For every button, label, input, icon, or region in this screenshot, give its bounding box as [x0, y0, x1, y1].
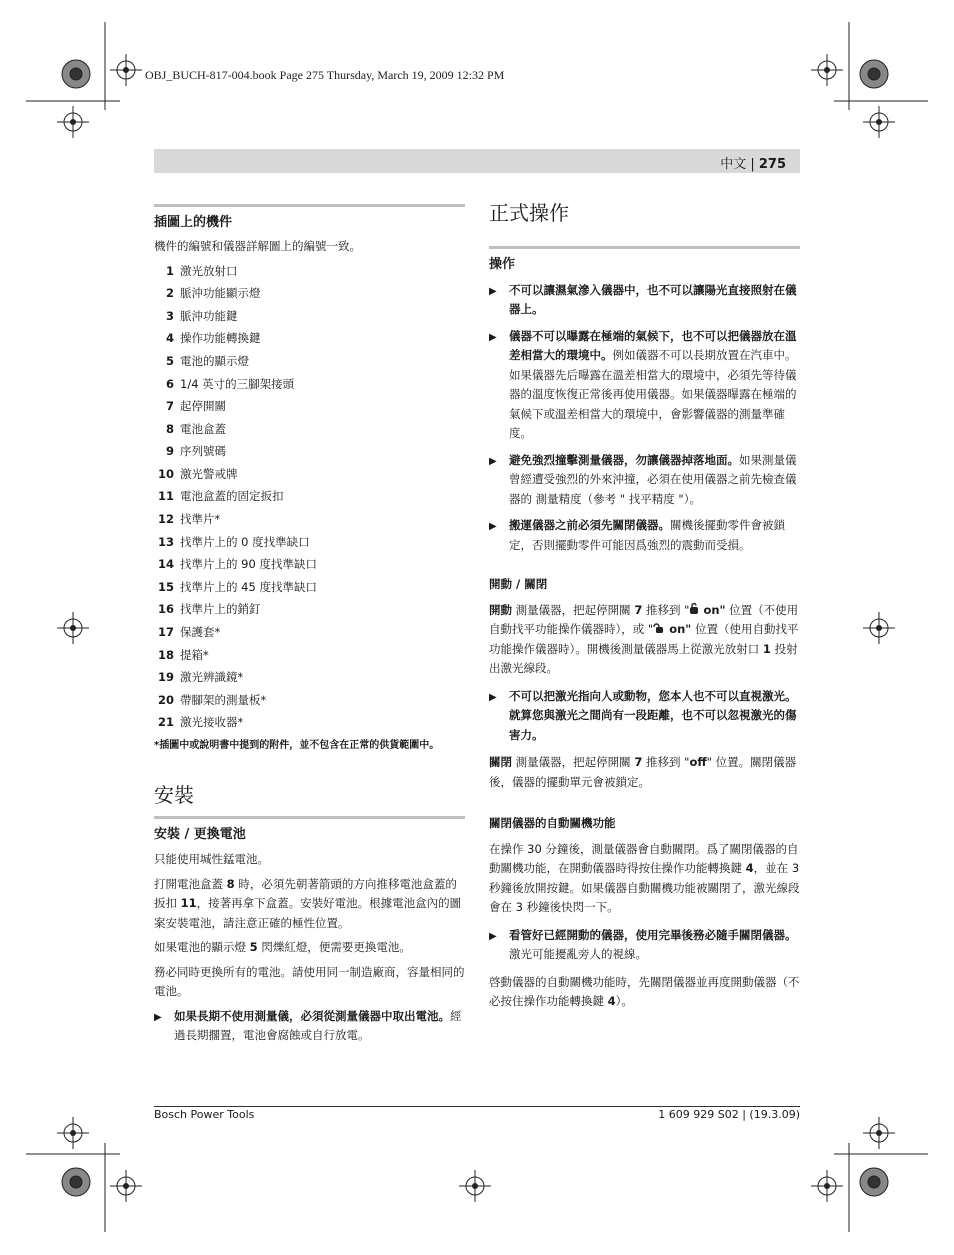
op-bullet-2: ▶ 儀器不可以曝露在極端的氣候下，也不可以把儀器放在溫差相當大的環境中。例如儀器不可以長期放置在汽車中。如果儀器先后曝露在溫差相當大的環境中，必須先等待儀器的溫度恢復正常後再使用儀器。如果儀器曝露在極端的氣候下或溫差相當大的環境中，會影響儀器的測量準確度。 [489, 327, 800, 444]
part-label: 激光辨識鏡* [180, 670, 244, 685]
part-number: 16 [157, 602, 174, 617]
parts-list-item [154, 576, 465, 599]
op-bullet-4: ▶ 搬運儀器之前必須先關閉儀器。關機後擺動零件會被鎖定，否則擺動零件可能因爲強烈的震動而受損。 [489, 516, 800, 555]
off-paragraph: 關閉 測量儀器，把起停開關 7 推移到 "off" 位置。關閉儀器後，儀器的擺動單元會被鎖定。 [489, 755, 797, 789]
lock-icon [653, 622, 665, 634]
bullet-triangle-icon: ▶ [489, 930, 497, 942]
parts-list-item [154, 260, 465, 283]
parts-list-item [154, 689, 465, 712]
page-number-label [720, 153, 786, 172]
part-number: 4 [165, 331, 174, 346]
parts-list-item [154, 644, 465, 667]
battery-warning: ▶ 如果長期不使用測量儀，必須從測量儀器中取出電池。經過長期擱置，電池會腐蝕或自行放電。 [154, 1007, 465, 1046]
auto-off-p1: 在操作 30 分鐘後，測量儀器會自動關閉。爲了關閉儀器的自動關機功能，在開動儀器時得按住操作功能轉換鍵 4，並在 3 秒鐘後放開按鍵。如果儀器自動關機功能被關閉了，激光線段會在 3 秒鐘後快閃一下。 [489, 841, 800, 914]
unlock-icon [689, 603, 699, 615]
part-number: 3 [165, 308, 174, 323]
auto-off-p2: 啓動儀器的自動關機功能時，先關閉儀器並再度開動儀器（不必按住操作功能轉換鍵 4）。 [489, 974, 800, 1008]
part-number: 17 [157, 625, 174, 640]
footer-docnumber: 1 609 929 S02 | (19.3.09) [658, 1108, 800, 1121]
part-label: 找準片上的 90 度找準缺口 [180, 557, 317, 572]
part-number: 12 [157, 512, 174, 527]
battery-p3: 如果電池的顯示燈 5 閃爍紅燈，便需要更換電池。 [154, 940, 411, 955]
parts-list-item [154, 712, 465, 735]
footer-rule [154, 1106, 800, 1107]
laser-warning: ▶ 不可以把激光指向人或動物，您本人也不可以直視激光。就算您與激光之間尚有一段距離，也不可以忽視激光的傷害力。 [489, 687, 800, 746]
part-label: 找準片上的銷釘 [180, 602, 261, 617]
part-number: 5 [165, 353, 174, 368]
parts-list-item [154, 350, 465, 373]
parts-list-item [154, 418, 465, 441]
parts-list-item [154, 373, 465, 396]
op-bullet-1: ▶ 不可以讓濕氣滲入儀器中，也不可以讓陽光直接照射在儀器上。 [489, 281, 800, 320]
part-number: 21 [157, 715, 174, 730]
bullet-triangle-icon: ▶ [489, 331, 497, 343]
battery-title: 安裝 / 更換電池 [154, 826, 246, 842]
part-label: 電池盒蓋 [180, 421, 226, 436]
install-title: 安裝 [154, 782, 194, 807]
on-paragraph: 開動 測量儀器，把起停開關 7 推移到 " on" 位置（不使用自動找平功能操作儀器時），或 " on" 位置（使用自動找平功能操作儀器時）。開機後測量儀器馬上從激光放射口 1 投射出激光線段。 [489, 602, 799, 675]
part-label: 操作功能轉換鍵 [180, 331, 261, 346]
auto-off-warning: ▶ 看管好已經開動的儀器，使用完畢後務必隨手關閉儀器。激光可能擾亂旁人的視線。 [489, 926, 800, 965]
part-number: 18 [157, 647, 174, 662]
printer-slug-line: OBJ_BUCH-817-004.book Page 275 Thursday, March 19, 2009 12:32 PM [145, 68, 505, 82]
bullet-triangle-icon: ▶ [489, 285, 497, 297]
part-number: 14 [157, 557, 174, 572]
part-label: 找準片上的 0 度找準缺口 [180, 534, 310, 549]
op-bullet-3: ▶ 避免強烈撞擊測量儀器，勿讓儀器掉落地面。如果測量儀曾經遭受強烈的外來沖撞，必須在使用儀器之前先檢查儀器的 測量精度（參考 " 找平精度 "）。 [489, 451, 800, 510]
bullet-triangle-icon: ▶ [489, 521, 497, 532]
part-label: 激光接收器* [180, 715, 244, 730]
parts-list-item [154, 328, 465, 351]
part-label: 保護套* [180, 625, 221, 640]
part-label: 起停開關 [180, 399, 226, 414]
part-label: 1/4 英寸的三腳架接頭 [180, 376, 295, 391]
battery-p1: 只能使用堿性錳電池。 [154, 852, 269, 867]
parts-list-item [154, 554, 465, 577]
part-number: 8 [165, 421, 174, 436]
battery-p4: 務必同時更換所有的電池。請使用同一制造廠商，容量相同的電池。 [154, 964, 465, 999]
part-label: 電池盒蓋的固定扳扣 [180, 489, 284, 504]
parts-list-item [154, 622, 465, 645]
part-label: 電池的顯示燈 [180, 353, 249, 368]
part-label: 序列號碼 [180, 444, 226, 459]
parts-footnote: *插圖中或說明書中提到的附件，並不包含在正常的供貨範圍中。 [154, 740, 440, 752]
part-number: 15 [157, 579, 174, 594]
parts-list-item [154, 531, 465, 554]
part-label: 激光放射口 [180, 263, 238, 278]
part-number: 19 [157, 670, 174, 685]
operation-subtitle: 操作 [489, 257, 516, 272]
page-number: 275 [758, 157, 786, 172]
parts-title: 插圖上的機件 [154, 215, 233, 230]
left-column [154, 204, 465, 1046]
auto-off-title: 關閉儀器的自動關機功能 [489, 816, 616, 830]
part-number: 9 [165, 444, 174, 459]
bullet-triangle-icon: ▶ [489, 691, 497, 703]
parts-intro: 機件的編號和儀器詳解圖上的編號一致。 [154, 238, 361, 253]
parts-list [154, 260, 465, 734]
part-number: 13 [157, 534, 174, 549]
parts-list-item [154, 463, 465, 486]
onoff-title: 開動 / 關閉 [489, 577, 548, 591]
part-label: 找準片* [180, 512, 221, 527]
part-number: 2 [165, 286, 174, 301]
part-number: 6 [165, 376, 174, 391]
battery-p2: 打開電池盒蓋 8 時，必須先朝著箭頭的方向推移電池盒蓋的扳扣 11，接著再拿下盒蓋。安裝好電池。根據電池盒內的圖案安裝電池，請注意正確的極性位置。 [154, 876, 462, 930]
right-column [489, 200, 800, 1012]
parts-list-item [154, 486, 465, 509]
language-label: 中文 | [720, 157, 759, 172]
footer-brand: Bosch Power Tools [154, 1108, 255, 1121]
bullet-triangle-icon: ▶ [154, 1011, 162, 1023]
bullet-triangle-icon: ▶ [489, 455, 497, 467]
parts-list-item [154, 441, 465, 464]
part-label: 激光警戒牌 [180, 466, 238, 481]
part-number: 11 [157, 489, 174, 504]
part-label: 找準片上的 45 度找準缺口 [180, 579, 317, 594]
parts-list-item [154, 509, 465, 532]
part-number: 10 [157, 466, 174, 481]
part-label: 提箱* [180, 647, 209, 662]
part-label: 帶腳架的測量板* [180, 692, 267, 707]
part-number: 20 [157, 692, 174, 707]
parts-list-item [154, 305, 465, 328]
part-label: 脈沖功能鍵 [180, 308, 238, 323]
operation-title: 正式操作 [489, 201, 569, 225]
parts-list-item [154, 599, 465, 622]
part-label: 脈沖功能顯示燈 [180, 286, 261, 301]
page-header-bar [154, 149, 800, 173]
parts-list-item [154, 283, 465, 306]
part-number: 7 [165, 399, 174, 414]
parts-list-item [154, 396, 465, 419]
part-number: 1 [165, 263, 174, 278]
parts-list-item [154, 667, 465, 690]
